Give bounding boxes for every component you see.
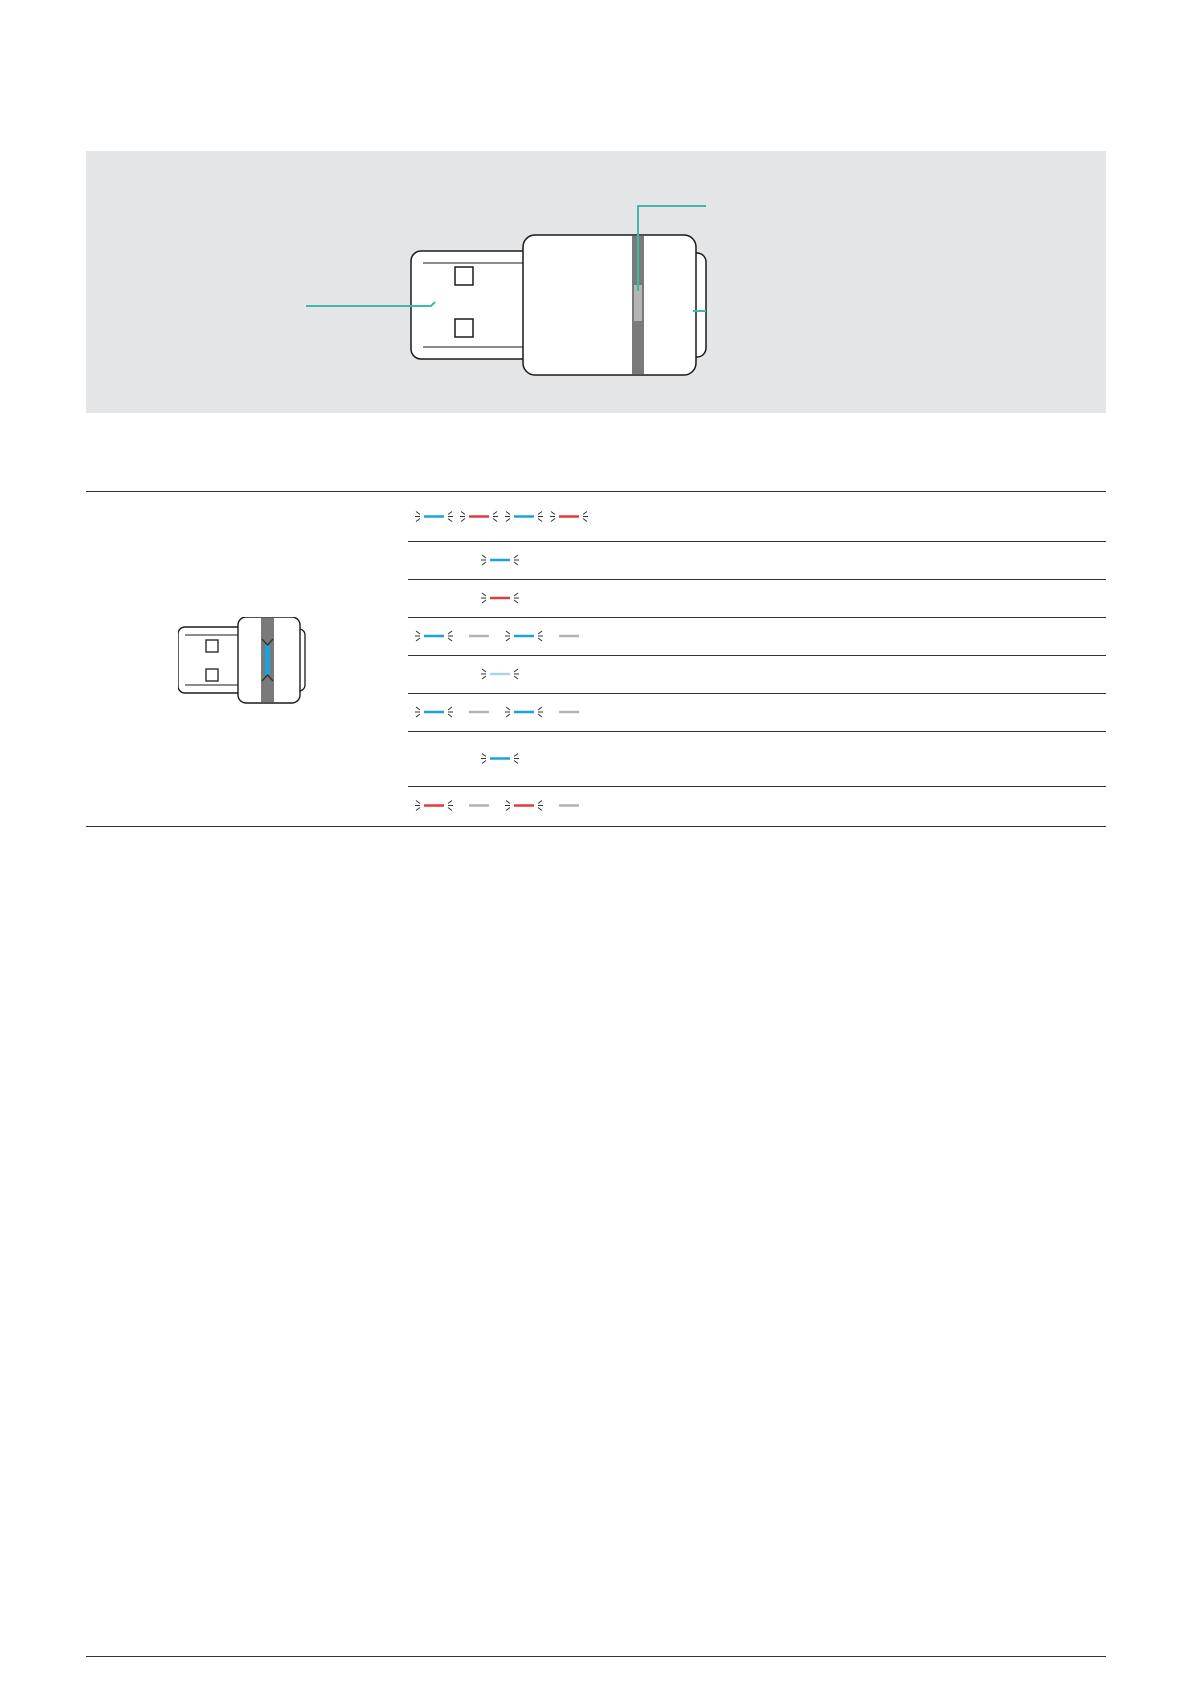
led-flash-blue-icon: [481, 754, 519, 764]
led-flash-blue-icon: [415, 631, 453, 641]
led-flash-red-icon: [415, 801, 453, 811]
led-row-7: [408, 731, 1106, 787]
dongle-illustration: [86, 151, 1106, 413]
led-status-table: [86, 491, 1106, 827]
footer-rule: [86, 1656, 1106, 1657]
led-flash-red-icon: [481, 593, 519, 603]
led-row-4: [408, 617, 1106, 656]
usb-contact-hole-icon: [455, 319, 473, 337]
led-pattern-7: [408, 731, 658, 786]
led-flash-blue-icon: [415, 707, 453, 717]
led-flash-light-blue-icon: [481, 669, 519, 679]
led-flash-blue-icon: [505, 707, 543, 717]
led-flash-red-icon: [460, 512, 498, 522]
dongle-body-shape: [523, 235, 696, 375]
led-flash-red-icon: [505, 801, 543, 811]
led-pattern-5: [408, 655, 658, 693]
led-row-8: [408, 786, 1106, 825]
led-flash-blue-icon: [505, 512, 543, 522]
led-flash-red-icon: [550, 512, 588, 522]
led-flash-blue-icon: [481, 555, 519, 565]
led-pattern-2: [408, 541, 658, 579]
led-row-6: [408, 693, 1106, 732]
led-pattern-8: [408, 786, 658, 825]
dongle-overview-panel: [86, 151, 1106, 413]
led-pattern-3: [408, 579, 658, 617]
dongle-led-blue-icon: [178, 617, 308, 707]
led-row-1: [408, 492, 1106, 542]
led-row-3: [408, 579, 1106, 618]
led-row-5: [408, 655, 1106, 694]
led-pattern-4: [408, 617, 658, 655]
led-pattern-6: [408, 693, 658, 731]
led-flash-blue-icon: [505, 631, 543, 641]
led-flash-blue-icon: [415, 512, 453, 522]
led-row-2: [408, 541, 1106, 580]
usb-contact-hole-icon: [455, 267, 473, 285]
led-pattern-1: [408, 492, 658, 541]
